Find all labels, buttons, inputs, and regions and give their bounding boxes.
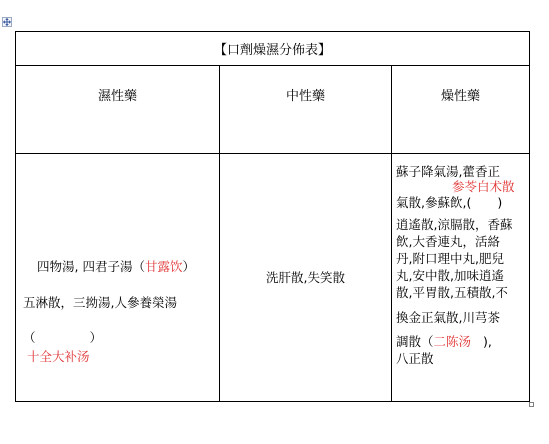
header-neutral[interactable] [220, 66, 392, 154]
dry-line-2-red: 参苓白术散 [452, 179, 515, 194]
header-dry[interactable] [392, 66, 530, 154]
dry-line-7: 丸,安中散,加味逍遙 [396, 268, 504, 283]
dry-line-1: 蘇子降氣湯,藿香正 [396, 164, 500, 179]
cell-dry[interactable] [392, 154, 530, 402]
table-title[interactable] [16, 32, 530, 66]
header-dry-label: 燥性藥 [441, 89, 481, 104]
move-arrows-icon [3, 18, 11, 26]
table-title-text: 【口劑燥濕分佈表】 [214, 43, 332, 58]
dry-line-10: 調散（二陈汤 ), [396, 334, 492, 349]
table-resize-handle[interactable] [529, 402, 534, 407]
cell-wet[interactable] [16, 154, 220, 402]
header-neutral-label: 中性藥 [285, 89, 325, 104]
dry-line-11: 八正散 [396, 351, 434, 366]
wet-line-1: 四物湯, 四君子湯（甘露饮） [37, 259, 195, 274]
neutral-text: 洗肝散,失笑散 [266, 270, 345, 285]
dry-annotation-red: 二陈汤 [433, 334, 472, 349]
dry-line-5: 飲,大香連丸，活絡 [396, 234, 500, 249]
wet-annotation-red: 甘露饮 [144, 259, 183, 274]
header-wet[interactable] [16, 66, 220, 154]
wet-line-4-red: 十全大补汤 [27, 349, 90, 364]
distribution-table [15, 31, 530, 402]
dry-line-6: 丹,附口理中丸,肥兒 [396, 251, 504, 266]
dry-line-3: 氣散,參蘇飲,( ) [396, 195, 503, 210]
wet-line-2: 五淋散，三拗湯,人參養榮湯 [23, 295, 177, 310]
dry-line-9: 換金正氣散,川芎茶 [396, 310, 500, 325]
table-move-handle[interactable] [2, 17, 12, 27]
header-wet-label: 濕性藥 [97, 89, 137, 104]
wet-line-3: （ ） [23, 330, 103, 345]
dry-line-8: 散,平胃散,五積散,不 [396, 285, 508, 300]
cell-neutral[interactable] [220, 154, 392, 402]
dry-line-4: 逍遙散,涼膈散，香蘇 [396, 217, 513, 232]
